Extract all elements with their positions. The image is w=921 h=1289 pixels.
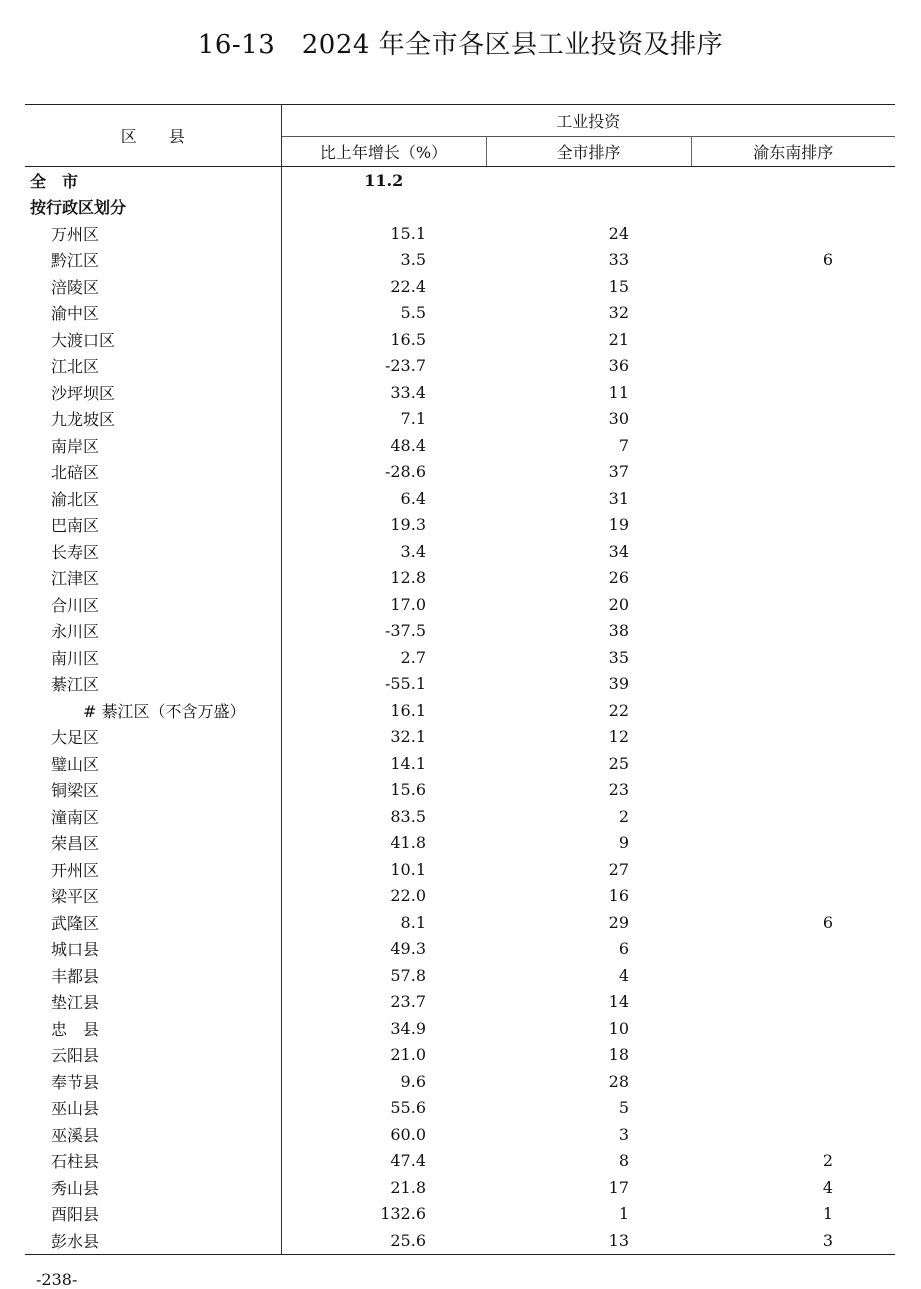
table-row bbox=[25, 1042, 895, 1069]
growth-value: 60.0 bbox=[281, 1121, 486, 1148]
city-rank-value: 32 bbox=[608, 303, 629, 323]
region-name: 城口县 bbox=[51, 940, 100, 960]
city-rank-value: 36 bbox=[608, 356, 629, 376]
table-row bbox=[25, 1227, 895, 1254]
yde-rank-value bbox=[691, 432, 895, 459]
growth-value: -28.6 bbox=[281, 459, 486, 486]
header-region: 区 县 bbox=[25, 105, 281, 167]
region-name: 荣昌区 bbox=[51, 834, 100, 854]
growth-value: -55.1 bbox=[281, 671, 486, 698]
city-rank-value: 4 bbox=[618, 965, 629, 985]
table-row bbox=[25, 883, 895, 910]
table-row bbox=[25, 618, 895, 645]
growth-value: 32.1 bbox=[281, 724, 486, 751]
yde-rank-value bbox=[691, 936, 895, 963]
yde-rank-value bbox=[691, 300, 895, 327]
growth-value: 15.6 bbox=[281, 777, 486, 804]
region-name: 大足区 bbox=[51, 728, 100, 748]
table-row bbox=[25, 1174, 895, 1201]
city-rank-value: 19 bbox=[608, 515, 629, 535]
table-row bbox=[25, 1201, 895, 1228]
table-row bbox=[25, 803, 895, 830]
yde-rank-value: 6 bbox=[822, 912, 834, 932]
yde-rank-value bbox=[691, 1121, 895, 1148]
table-row bbox=[25, 379, 895, 406]
growth-value: 8.1 bbox=[281, 909, 486, 936]
growth-value: 5.5 bbox=[281, 300, 486, 327]
region-name: 巫山县 bbox=[51, 1099, 100, 1119]
total-row bbox=[25, 167, 895, 194]
table-row bbox=[25, 1121, 895, 1148]
city-rank-value: 33 bbox=[608, 250, 629, 270]
investment-table bbox=[25, 104, 895, 1255]
yde-rank-value bbox=[691, 220, 895, 247]
city-rank-value: 28 bbox=[608, 1071, 629, 1091]
region-name: 忠 县 bbox=[51, 1019, 100, 1039]
growth-value: 19.3 bbox=[281, 512, 486, 539]
region-name: 沙坪坝区 bbox=[51, 383, 116, 403]
yde-rank-value bbox=[691, 697, 895, 724]
city-rank-value: 23 bbox=[608, 780, 629, 800]
table-row bbox=[25, 671, 895, 698]
yde-rank-value: 3 bbox=[691, 1227, 895, 1254]
region-name: 合川区 bbox=[51, 595, 100, 615]
city-rank-value: 37 bbox=[608, 462, 629, 482]
yde-rank-value bbox=[691, 618, 895, 645]
growth-value: 15.1 bbox=[281, 220, 486, 247]
region-name: 永川区 bbox=[51, 622, 100, 642]
yde-rank-value bbox=[691, 883, 895, 910]
growth-value: 132.6 bbox=[281, 1201, 486, 1228]
growth-value: 34.9 bbox=[281, 1015, 486, 1042]
region-name: 云阳县 bbox=[51, 1046, 100, 1066]
region-name: 奉节县 bbox=[51, 1072, 100, 1092]
region-name: 渝北区 bbox=[51, 489, 100, 509]
region-name: 黔江区 bbox=[51, 251, 100, 271]
region-name: 南川区 bbox=[51, 648, 100, 668]
region-name: 丰都县 bbox=[51, 966, 100, 986]
region-name: 大渡口区 bbox=[51, 330, 116, 350]
yde-rank-value bbox=[691, 962, 895, 989]
region-name: 渝中区 bbox=[51, 304, 100, 324]
yde-rank-value bbox=[691, 406, 895, 433]
region-name: 璧山区 bbox=[51, 754, 100, 774]
table-row bbox=[25, 565, 895, 592]
city-rank-value: 17 bbox=[608, 1177, 629, 1197]
growth-value: 83.5 bbox=[281, 803, 486, 830]
growth-value: 25.6 bbox=[281, 1227, 486, 1254]
table-row bbox=[25, 962, 895, 989]
yde-rank-value bbox=[691, 644, 895, 671]
yde-rank-value bbox=[691, 591, 895, 618]
region-name: 垫江县 bbox=[51, 993, 100, 1013]
region-name: 巴南区 bbox=[51, 516, 100, 536]
table-row bbox=[25, 830, 895, 857]
growth-value: 21.8 bbox=[281, 1174, 486, 1201]
table-row bbox=[25, 856, 895, 883]
growth-value: 12.8 bbox=[281, 565, 486, 592]
table-row bbox=[25, 989, 895, 1016]
region-name: 梁平区 bbox=[51, 887, 100, 907]
yde-rank-value bbox=[691, 1015, 895, 1042]
growth-value: 47.4 bbox=[281, 1148, 486, 1175]
region-name: 秀山县 bbox=[51, 1178, 100, 1198]
city-rank-value: 8 bbox=[618, 1151, 629, 1171]
region-name: 北碚区 bbox=[51, 463, 100, 483]
yde-rank-value bbox=[691, 273, 895, 300]
yde-rank-value bbox=[691, 856, 895, 883]
region-name: 酉阳县 bbox=[51, 1205, 100, 1225]
header-yde-rank: 渝东南排序 bbox=[691, 137, 895, 167]
region-name: 九龙坡区 bbox=[51, 410, 116, 430]
city-rank-value: 35 bbox=[608, 647, 629, 667]
header-city-rank: 全市排序 bbox=[486, 137, 691, 167]
city-rank-value: 29 bbox=[608, 912, 629, 932]
city-rank-value: 16 bbox=[608, 886, 629, 906]
yde-rank-value bbox=[691, 1095, 895, 1122]
city-rank-value: 22 bbox=[608, 700, 629, 720]
region-name: 巫溪县 bbox=[51, 1125, 100, 1145]
region-name: 涪陵区 bbox=[51, 277, 100, 297]
yde-rank-value bbox=[691, 485, 895, 512]
header-growth: 比上年增长（%） bbox=[281, 137, 486, 167]
table-row bbox=[25, 538, 895, 565]
region-name: 武隆区 bbox=[51, 913, 100, 933]
table-row bbox=[25, 1095, 895, 1122]
city-rank-value: 31 bbox=[608, 488, 629, 508]
page-title: 16-13 2024 年全市各区县工业投资及排序 bbox=[197, 30, 724, 60]
yde-rank-value bbox=[691, 750, 895, 777]
growth-value: -37.5 bbox=[281, 618, 486, 645]
growth-value: 41.8 bbox=[281, 830, 486, 857]
section-row bbox=[25, 194, 895, 221]
yde-rank-value bbox=[691, 830, 895, 857]
region-name: 潼南区 bbox=[51, 807, 100, 827]
table-row bbox=[25, 273, 895, 300]
yde-rank-value bbox=[691, 459, 895, 486]
city-rank-value: 6 bbox=[618, 939, 629, 959]
yde-rank-value bbox=[691, 671, 895, 698]
yde-rank-value bbox=[691, 1068, 895, 1095]
growth-value: 23.7 bbox=[281, 989, 486, 1016]
table-row bbox=[25, 777, 895, 804]
table-row bbox=[25, 1015, 895, 1042]
growth-value: 33.4 bbox=[281, 379, 486, 406]
yde-rank-value bbox=[691, 989, 895, 1016]
table-row bbox=[25, 300, 895, 327]
table-row bbox=[25, 644, 895, 671]
region-name: 江北区 bbox=[51, 357, 100, 377]
city-rank-value: 39 bbox=[608, 674, 629, 694]
yde-rank-value bbox=[691, 538, 895, 565]
growth-value: 3.5 bbox=[281, 247, 486, 274]
city-rank-value: 27 bbox=[608, 859, 629, 879]
city-rank-value: 20 bbox=[608, 594, 629, 614]
yde-rank-value bbox=[691, 724, 895, 751]
growth-value: 14.1 bbox=[281, 750, 486, 777]
yde-rank-value bbox=[691, 512, 895, 539]
growth-value: 22.0 bbox=[281, 883, 486, 910]
city-rank-value: 25 bbox=[608, 753, 629, 773]
growth-value: 6.4 bbox=[281, 485, 486, 512]
table-row bbox=[25, 459, 895, 486]
yde-rank-value bbox=[691, 353, 895, 380]
city-rank-value: 38 bbox=[608, 621, 629, 641]
region-name: 綦江区 bbox=[51, 675, 100, 695]
region-name: 长寿区 bbox=[51, 542, 100, 562]
growth-value: 57.8 bbox=[281, 962, 486, 989]
table-row bbox=[25, 326, 895, 353]
growth-value: 48.4 bbox=[281, 432, 486, 459]
table-row bbox=[25, 432, 895, 459]
growth-value: 55.6 bbox=[281, 1095, 486, 1122]
growth-value: 21.0 bbox=[281, 1042, 486, 1069]
table-row bbox=[25, 220, 895, 247]
table-row bbox=[25, 909, 895, 936]
investment-table-container bbox=[25, 104, 895, 1255]
yde-rank-value bbox=[691, 565, 895, 592]
city-rank-value: 13 bbox=[486, 1227, 691, 1254]
yde-rank-value bbox=[691, 803, 895, 830]
yde-rank-value bbox=[691, 777, 895, 804]
yde-rank-value bbox=[691, 379, 895, 406]
table-row bbox=[25, 247, 895, 274]
total-name: 全 市 bbox=[30, 171, 79, 191]
growth-value: -23.7 bbox=[281, 353, 486, 380]
city-rank-value: 34 bbox=[608, 541, 629, 561]
city-rank-value: 21 bbox=[608, 329, 629, 349]
city-rank-value: 2 bbox=[618, 806, 629, 826]
growth-value: 7.1 bbox=[281, 406, 486, 433]
city-rank-value: 12 bbox=[608, 727, 629, 747]
growth-value: 49.3 bbox=[281, 936, 486, 963]
city-rank-value: 24 bbox=[608, 223, 629, 243]
table-row bbox=[25, 1148, 895, 1175]
city-rank-value: 18 bbox=[608, 1045, 629, 1065]
table-row bbox=[25, 353, 895, 380]
city-rank-value: 10 bbox=[608, 1018, 629, 1038]
section-label: 按行政区划分 bbox=[30, 198, 127, 218]
table-row bbox=[25, 724, 895, 751]
yde-rank-value: 6 bbox=[822, 250, 834, 270]
region-name: 南岸区 bbox=[51, 436, 100, 456]
header-industrial-investment: 工业投资 bbox=[281, 105, 895, 137]
region-name: 石柱县 bbox=[51, 1152, 100, 1172]
city-rank-value: 15 bbox=[608, 276, 629, 296]
growth-value: 9.6 bbox=[281, 1068, 486, 1095]
total-growth: 11.2 bbox=[281, 167, 486, 194]
table-row bbox=[25, 591, 895, 618]
growth-value: 3.4 bbox=[281, 538, 486, 565]
growth-value: 22.4 bbox=[281, 273, 486, 300]
table-row bbox=[25, 750, 895, 777]
city-rank-value: 30 bbox=[608, 409, 629, 429]
region-name: 彭水县 bbox=[25, 1227, 281, 1254]
city-rank-value: 7 bbox=[618, 435, 629, 455]
region-name: 铜梁区 bbox=[51, 781, 100, 801]
city-rank-value: 1 bbox=[618, 1204, 629, 1224]
city-rank-value: 5 bbox=[618, 1098, 629, 1118]
city-rank-value: 26 bbox=[608, 568, 629, 588]
city-rank-value: 14 bbox=[608, 992, 629, 1012]
growth-value: 10.1 bbox=[281, 856, 486, 883]
region-name: 万州区 bbox=[51, 224, 100, 244]
page-number: -238- bbox=[36, 1270, 78, 1289]
table-row bbox=[25, 485, 895, 512]
growth-value: 17.0 bbox=[281, 591, 486, 618]
region-name: # 綦江区（不含万盛） bbox=[83, 701, 246, 721]
city-rank-value: 3 bbox=[618, 1124, 629, 1144]
city-rank-value: 9 bbox=[618, 833, 629, 853]
growth-value: 16.5 bbox=[281, 326, 486, 353]
region-name: 江津区 bbox=[51, 569, 100, 589]
table-row bbox=[25, 406, 895, 433]
growth-value: 16.1 bbox=[281, 697, 486, 724]
table-row bbox=[25, 697, 895, 724]
city-rank-value: 11 bbox=[608, 382, 629, 402]
table-row bbox=[25, 1068, 895, 1095]
yde-rank-value bbox=[691, 326, 895, 353]
yde-rank-value: 1 bbox=[822, 1204, 834, 1224]
growth-value: 2.7 bbox=[281, 644, 486, 671]
yde-rank-value: 2 bbox=[822, 1151, 834, 1171]
yde-rank-value: 4 bbox=[822, 1177, 834, 1197]
table-row bbox=[25, 512, 895, 539]
region-name: 开州区 bbox=[51, 860, 100, 880]
yde-rank-value bbox=[691, 1042, 895, 1069]
table-row bbox=[25, 936, 895, 963]
